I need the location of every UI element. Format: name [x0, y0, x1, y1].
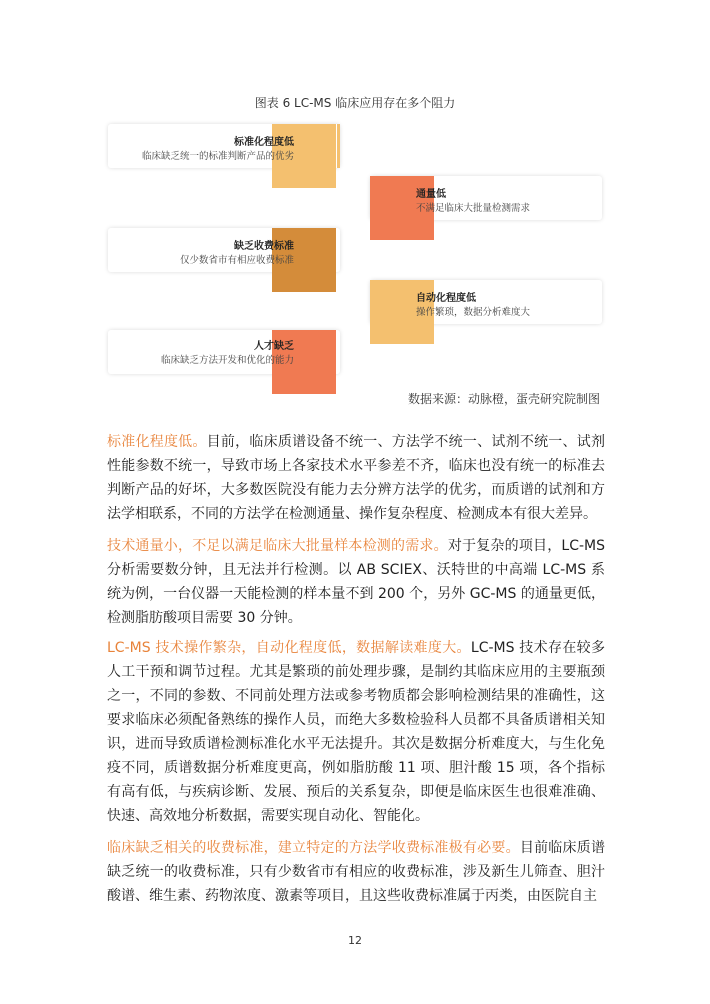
- paragraph-lead: 技术通量小，不足以满足临床大批量样本检测的需求。: [107, 538, 448, 554]
- paragraph-body: LC-MS 技术存在较多人工干预和调节过程。尤其是繁琐的前处理步骤，是制约其临床应用的主要瓶颈之一，不同的参数、不同前处理方法或参考物质都会影响检测结果的准确性，这要求临床必须配备熟练的操作人员，而绝大多数检验科人员都不具备质谱相关知识，进而导致质谱检测标准化水平无法提升。其次是数据分析难度大，与生化免疫不同，质谱数据分析难度更高，例如脂肪酸 11 项、胆汁酸 15 项，各个指标有高有低，与疾病诊断、发展、预后的关系复杂，即便是临床医生也很难准确、快速、高效地分析数据，需要实现自动化、智能化。: [107, 640, 605, 824]
- figure-item-title: 通量低: [416, 189, 446, 200]
- figure-label-fee: [110, 240, 294, 268]
- figure-item-desc: 临床缺乏统一的标准判断产品的优劣: [141, 151, 294, 162]
- figure-item-desc: 仅少数省市有相应收费标准: [179, 255, 294, 266]
- paragraph-body: 目前临床质谱缺乏统一的收费标准，只有少数省市有相应的收费标准，涉及新生儿筛查、胆汁酸谱、维生素、药物浓度、激素等项目，且这些收费标准属于丙类，由医院自主: [107, 840, 606, 904]
- paragraph-body: 目前，临床质谱设备不统一、方法学不统一、试剂不统一、试剂性能参数不统一，导致市场上各家技术水平参差不齐，临床也没有统一的标准去判断产品的好坏，大多数医院没有能力去分辨方法学的优劣，而质谱的试剂和方法学相联系，不同的方法学在检测通量、操作复杂程度、检测成本有很大差异。: [107, 434, 606, 522]
- paragraph-lead: LC-MS 技术操作繁杂，自动化程度低，数据解读难度大。: [107, 640, 471, 656]
- figure-item-desc: 操作繁琐，数据分析难度大: [416, 307, 531, 318]
- figure-item-desc: 临床缺乏方法开发和优化的能力: [160, 355, 294, 366]
- figure-source: 数据来源：动脉橙，蛋壳研究院制图: [407, 392, 600, 406]
- figure-label-talent: [110, 340, 294, 368]
- paragraph-throughput: [107, 534, 605, 630]
- figure-item-title: 标准化程度低: [234, 137, 294, 148]
- figure-label-automation: [416, 292, 600, 320]
- figure-label-throughput: [416, 188, 600, 216]
- figure-item-title: 缺乏收费标准: [234, 241, 294, 252]
- figure-item-title: 自动化程度低: [416, 293, 476, 304]
- paragraph-fee: [107, 836, 605, 908]
- figure-label-standardization: [110, 136, 294, 164]
- figure-item-title: 人才缺乏: [254, 341, 294, 352]
- page-number: 12: [348, 934, 362, 947]
- paragraph-standardization: [107, 430, 605, 526]
- paragraph-lead: 标准化程度低。: [107, 434, 207, 450]
- paragraph-lead: 临床缺乏相关的收费标准，建立特定的方法学收费标准极有必要。: [107, 840, 520, 856]
- paragraph-automation: [107, 636, 605, 828]
- color-block-standardization: [337, 124, 340, 168]
- figure-item-desc: 不满足临床大批量检测需求: [416, 203, 531, 214]
- paragraph-body: 对于复杂的项目，LC-MS 分析需要数分钟，且无法并行检测。以 AB SCIEX、沃特世的中高端 LC-MS 系统为例，一台仪器一天能检测的样本量不到 200 个，另外 GC-MS 的通量更低，检测脂肪酸项目需要 30 分钟。: [107, 538, 606, 626]
- figure-title: 图表 6 LC-MS 临床应用存在多个阻力: [254, 96, 456, 110]
